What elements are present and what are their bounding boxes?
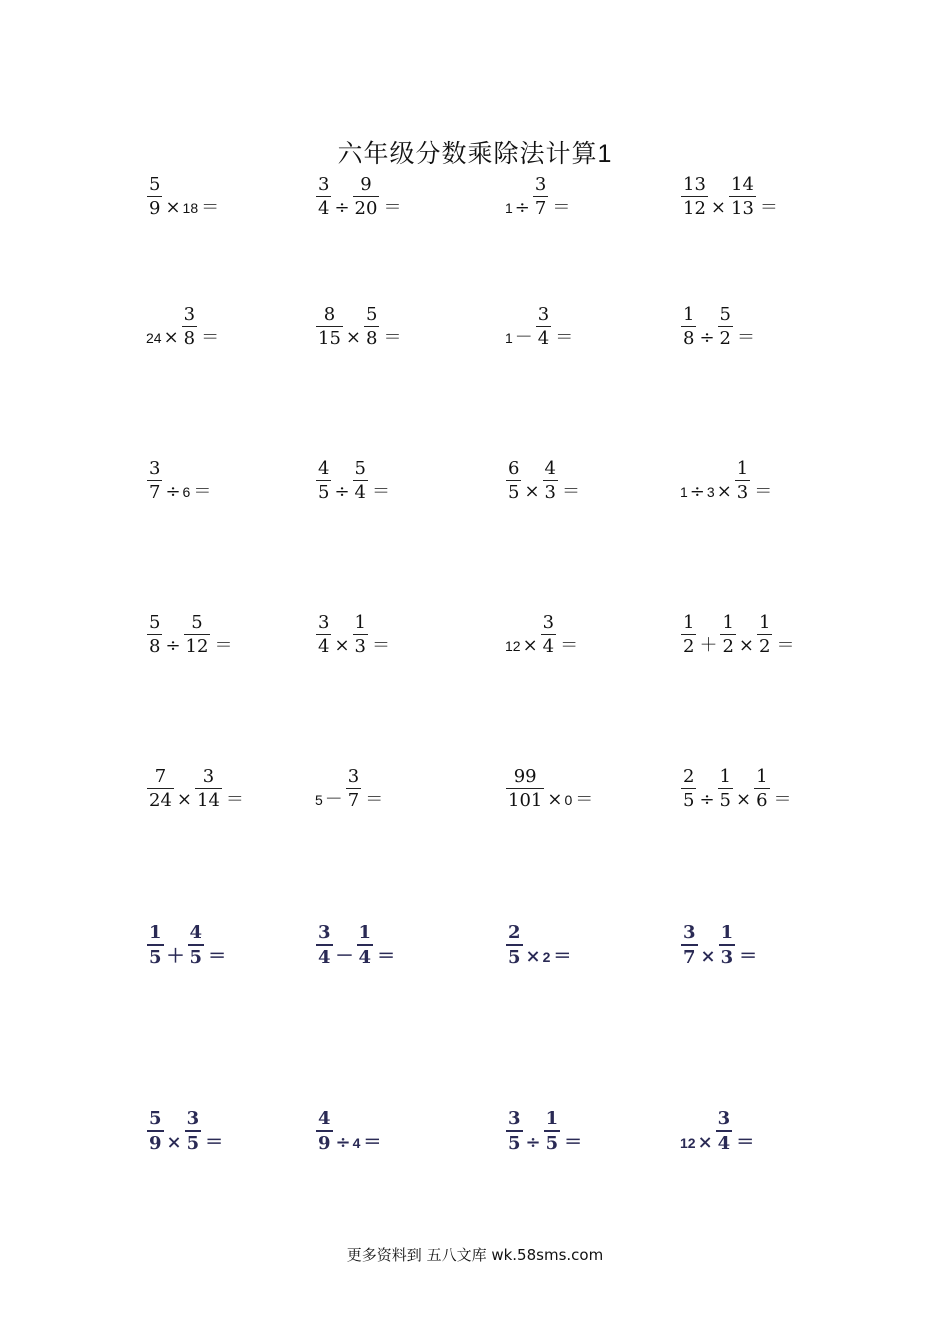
denominator: 7 xyxy=(534,198,547,219)
denominator: 5 xyxy=(506,944,523,967)
operator: ÷ xyxy=(699,789,715,810)
numerator: 3 xyxy=(537,304,550,325)
integer: 18 xyxy=(182,200,199,216)
equals-sign: ＝ xyxy=(205,1131,224,1153)
fraction xyxy=(506,460,521,502)
operator: × xyxy=(166,1131,182,1153)
operator: ÷ xyxy=(334,481,350,502)
problem-r4-c2 xyxy=(315,614,390,656)
equals-sign: ＝ xyxy=(562,481,580,502)
denominator: 5 xyxy=(188,944,205,967)
fraction xyxy=(188,924,205,967)
footer-source: 更多资料到 五八文库 wk.58sms.com xyxy=(346,1246,604,1264)
numerator: 1 xyxy=(358,922,372,943)
problem-r3-c3 xyxy=(505,460,580,502)
denominator: 8 xyxy=(183,328,196,349)
operator: － xyxy=(324,789,343,810)
equals-sign: ＝ xyxy=(225,789,244,810)
equals-sign: ＝ xyxy=(575,789,594,810)
operator: × xyxy=(716,481,732,502)
problem-r1-c3 xyxy=(505,176,570,218)
operator: × xyxy=(163,327,179,348)
numerator: 8 xyxy=(323,304,336,325)
fraction xyxy=(544,1110,561,1153)
numerator: 3 xyxy=(318,174,330,195)
integer: 6 xyxy=(182,484,191,500)
fraction xyxy=(720,614,735,656)
operator: × xyxy=(738,635,754,656)
numerator: 3 xyxy=(149,458,161,479)
numerator: 1 xyxy=(354,612,366,633)
operator: ÷ xyxy=(165,635,181,656)
problem-r2-c4 xyxy=(680,306,755,348)
numerator: 3 xyxy=(186,1108,200,1129)
equals-sign: ＝ xyxy=(214,635,233,656)
problem-r4-c4 xyxy=(680,614,794,656)
equals-sign: ＝ xyxy=(208,945,227,967)
fraction xyxy=(147,924,164,967)
numerator: 3 xyxy=(202,766,215,787)
problem-r3-c1 xyxy=(146,460,211,502)
denominator: 12 xyxy=(683,198,706,219)
equals-sign: ＝ xyxy=(555,327,574,348)
fraction xyxy=(182,306,197,348)
equals-sign: ＝ xyxy=(193,481,212,502)
problem-r2-c1 xyxy=(146,306,219,348)
numerator: 13 xyxy=(683,174,706,195)
numerator: 1 xyxy=(720,922,734,943)
numerator: 3 xyxy=(347,766,360,787)
denominator: 4 xyxy=(354,482,366,503)
problem-r7-c3 xyxy=(505,1110,582,1153)
numerator: 2 xyxy=(683,766,695,787)
denominator: 4 xyxy=(542,636,555,657)
denominator: 4 xyxy=(318,636,330,657)
operator: × xyxy=(176,789,192,810)
problem-r4-c3 xyxy=(505,614,578,656)
denominator: 7 xyxy=(149,482,161,503)
denominator: 5 xyxy=(506,1130,523,1153)
operator: ÷ xyxy=(699,327,715,348)
equals-sign: ＝ xyxy=(560,635,579,656)
numerator: 1 xyxy=(756,766,768,787)
equals-sign: ＝ xyxy=(552,197,571,218)
integer: 24 xyxy=(146,330,162,346)
denominator: 4 xyxy=(316,944,333,967)
equals-sign: ＝ xyxy=(776,635,795,656)
equals-sign: ＝ xyxy=(737,327,755,348)
numerator: 6 xyxy=(508,458,520,479)
operator: × xyxy=(736,789,752,810)
numerator: 3 xyxy=(542,612,555,633)
denominator: 15 xyxy=(318,328,341,349)
fraction xyxy=(754,768,769,810)
fraction xyxy=(681,924,698,967)
fraction xyxy=(353,176,380,218)
equals-sign: ＝ xyxy=(739,945,758,967)
integer: 1 xyxy=(505,200,513,216)
problem-r5-c1 xyxy=(146,768,244,810)
problem-r1-c1 xyxy=(146,176,219,218)
operator: ÷ xyxy=(525,1131,541,1153)
operator: × xyxy=(525,945,541,967)
equals-sign: ＝ xyxy=(736,1131,755,1153)
fraction xyxy=(719,924,736,967)
denominator: 5 xyxy=(508,482,520,503)
equals-sign: ＝ xyxy=(383,327,402,348)
denominator: 5 xyxy=(318,482,330,503)
numerator: 9 xyxy=(360,174,372,195)
numerator: 1 xyxy=(722,612,734,633)
operator: ÷ xyxy=(334,197,350,218)
problem-r7-c2 xyxy=(315,1110,381,1153)
numerator: 3 xyxy=(183,304,196,325)
fraction xyxy=(353,614,368,656)
equals-sign: ＝ xyxy=(201,327,220,348)
denominator: 4 xyxy=(716,1130,733,1153)
denominator: 8 xyxy=(366,328,378,349)
operator: × xyxy=(710,197,726,218)
operator: ÷ xyxy=(165,481,181,502)
denominator: 5 xyxy=(147,944,164,967)
equals-sign: ＝ xyxy=(363,1131,382,1153)
fraction xyxy=(729,176,756,218)
fraction xyxy=(716,1110,733,1153)
fraction xyxy=(147,1110,164,1153)
denominator: 4 xyxy=(318,198,330,219)
denominator: 101 xyxy=(508,790,543,811)
denominator: 3 xyxy=(719,944,736,967)
integer: 1 xyxy=(505,330,513,346)
integer: 0 xyxy=(564,792,573,808)
denominator: 7 xyxy=(681,944,698,967)
integer: 12 xyxy=(505,638,521,654)
operator: × xyxy=(334,635,350,656)
numerator: 1 xyxy=(545,1108,559,1129)
numerator: 14 xyxy=(731,174,754,195)
operator: － xyxy=(514,327,533,348)
problem-r2-c2 xyxy=(315,306,401,348)
numerator: 4 xyxy=(318,1108,331,1129)
equals-sign: ＝ xyxy=(564,1131,583,1153)
problem-r6-c2 xyxy=(315,924,395,967)
numerator: 1 xyxy=(736,458,749,479)
operator: × xyxy=(165,197,181,218)
fraction xyxy=(195,768,222,810)
operator: × xyxy=(547,789,563,810)
denominator: 4 xyxy=(537,328,550,349)
operator: × xyxy=(697,1131,713,1153)
problem-r6-c3 xyxy=(505,924,571,967)
denominator: 3 xyxy=(544,482,556,503)
fraction xyxy=(681,306,696,348)
operator: ÷ xyxy=(335,1131,351,1153)
integer: 12 xyxy=(680,1134,696,1151)
equals-sign: ＝ xyxy=(365,789,384,810)
problem-r6-c4 xyxy=(680,924,757,967)
denominator: 14 xyxy=(197,790,220,811)
numerator: 1 xyxy=(149,922,162,943)
numerator: 5 xyxy=(354,458,366,479)
operator: × xyxy=(345,327,361,348)
denominator: 12 xyxy=(185,636,209,657)
denominator: 20 xyxy=(354,198,378,219)
denominator: 9 xyxy=(147,1130,164,1153)
problem-r6-c1 xyxy=(146,924,226,967)
numerator: 1 xyxy=(683,304,695,325)
numerator: 99 xyxy=(513,766,537,787)
fraction xyxy=(735,460,750,502)
operator: ÷ xyxy=(689,481,705,502)
numerator: 4 xyxy=(544,458,556,479)
equals-sign: ＝ xyxy=(383,197,402,218)
problem-r3-c2 xyxy=(315,460,390,502)
fraction xyxy=(147,460,162,502)
denominator: 2 xyxy=(683,636,695,657)
numerator: 3 xyxy=(534,174,547,195)
fraction xyxy=(346,768,361,810)
operator: × xyxy=(524,481,540,502)
problem-r4-c1 xyxy=(146,614,232,656)
integer: 2 xyxy=(542,948,551,965)
integer: 1 xyxy=(680,484,688,500)
denominator: 5 xyxy=(185,1130,202,1153)
denominator: 5 xyxy=(719,790,731,811)
denominator: 3 xyxy=(354,636,366,657)
numerator: 1 xyxy=(683,612,695,633)
fraction xyxy=(681,176,708,218)
fraction xyxy=(536,306,551,348)
denominator: 9 xyxy=(149,198,161,219)
fraction xyxy=(147,176,162,218)
denominator: 6 xyxy=(756,790,768,811)
equals-sign: ＝ xyxy=(377,945,396,967)
integer: 4 xyxy=(352,1134,361,1151)
problem-r2-c3 xyxy=(505,306,573,348)
equals-sign: ＝ xyxy=(201,197,220,218)
fraction xyxy=(681,614,696,656)
denominator: 2 xyxy=(719,328,731,349)
equals-sign: ＝ xyxy=(754,481,773,502)
fraction xyxy=(757,614,772,656)
denominator: 8 xyxy=(683,328,695,349)
denominator: 24 xyxy=(149,790,172,811)
fraction xyxy=(184,614,211,656)
numerator: 7 xyxy=(154,766,167,787)
numerator: 5 xyxy=(191,612,203,633)
denominator: 2 xyxy=(759,636,771,657)
numerator: 3 xyxy=(717,1108,731,1129)
numerator: 1 xyxy=(719,766,731,787)
numerator: 5 xyxy=(149,1108,162,1129)
problem-r5-c4 xyxy=(680,768,792,810)
numerator: 5 xyxy=(366,304,378,325)
operator: ＋ xyxy=(699,635,718,656)
operator: × xyxy=(700,945,716,967)
denominator: 5 xyxy=(544,1130,561,1153)
numerator: 3 xyxy=(318,612,330,633)
problem-r5-c3 xyxy=(505,768,593,810)
integer: 5 xyxy=(315,792,323,808)
numerator: 5 xyxy=(149,174,161,195)
denominator: 4 xyxy=(357,944,374,967)
fraction xyxy=(147,768,174,810)
equals-sign: ＝ xyxy=(759,197,778,218)
page-title: 六年级分数乘除法计算1 xyxy=(337,139,613,168)
problem-r7-c4 xyxy=(680,1110,754,1153)
fraction xyxy=(533,176,548,218)
problem-r5-c2 xyxy=(315,768,383,810)
denominator: 2 xyxy=(722,636,734,657)
fraction xyxy=(718,306,733,348)
denominator: 8 xyxy=(149,636,161,657)
equals-sign: ＝ xyxy=(773,789,792,810)
operator: ÷ xyxy=(514,197,530,218)
fraction xyxy=(681,768,696,810)
fraction xyxy=(541,614,556,656)
denominator: 3 xyxy=(736,482,749,503)
numerator: 3 xyxy=(683,922,696,943)
fraction xyxy=(718,768,733,810)
fraction xyxy=(543,460,558,502)
fraction xyxy=(185,1110,202,1153)
numerator: 1 xyxy=(759,612,771,633)
equals-sign: ＝ xyxy=(553,945,572,967)
integer: 3 xyxy=(706,484,715,500)
numerator: 5 xyxy=(149,612,161,633)
equals-sign: ＝ xyxy=(372,481,390,502)
fraction xyxy=(316,176,331,218)
numerator: 4 xyxy=(189,922,203,943)
operator: × xyxy=(522,635,538,656)
fraction xyxy=(506,924,523,967)
fraction xyxy=(316,306,343,348)
operator: － xyxy=(335,945,354,967)
problem-r3-c4 xyxy=(680,460,772,502)
operator: ＋ xyxy=(166,945,185,967)
denominator: 5 xyxy=(683,790,695,811)
fraction xyxy=(506,1110,523,1153)
fraction xyxy=(316,460,331,502)
fraction xyxy=(357,924,374,967)
fraction xyxy=(364,306,379,348)
denominator: 9 xyxy=(316,1130,333,1153)
fraction xyxy=(316,924,333,967)
numerator: 3 xyxy=(508,1108,521,1129)
numerator: 2 xyxy=(508,922,521,943)
fraction xyxy=(316,1110,333,1153)
numerator: 3 xyxy=(318,922,331,943)
denominator: 13 xyxy=(731,198,754,219)
numerator: 4 xyxy=(318,458,330,479)
fraction xyxy=(506,768,544,810)
numerator: 5 xyxy=(719,304,731,325)
fraction xyxy=(147,614,162,656)
fraction xyxy=(316,614,331,656)
denominator: 7 xyxy=(347,790,360,811)
problem-r7-c1 xyxy=(146,1110,223,1153)
fraction xyxy=(353,460,368,502)
equals-sign: ＝ xyxy=(372,635,390,656)
problem-r1-c2 xyxy=(315,176,401,218)
problem-r1-c4 xyxy=(680,176,778,218)
